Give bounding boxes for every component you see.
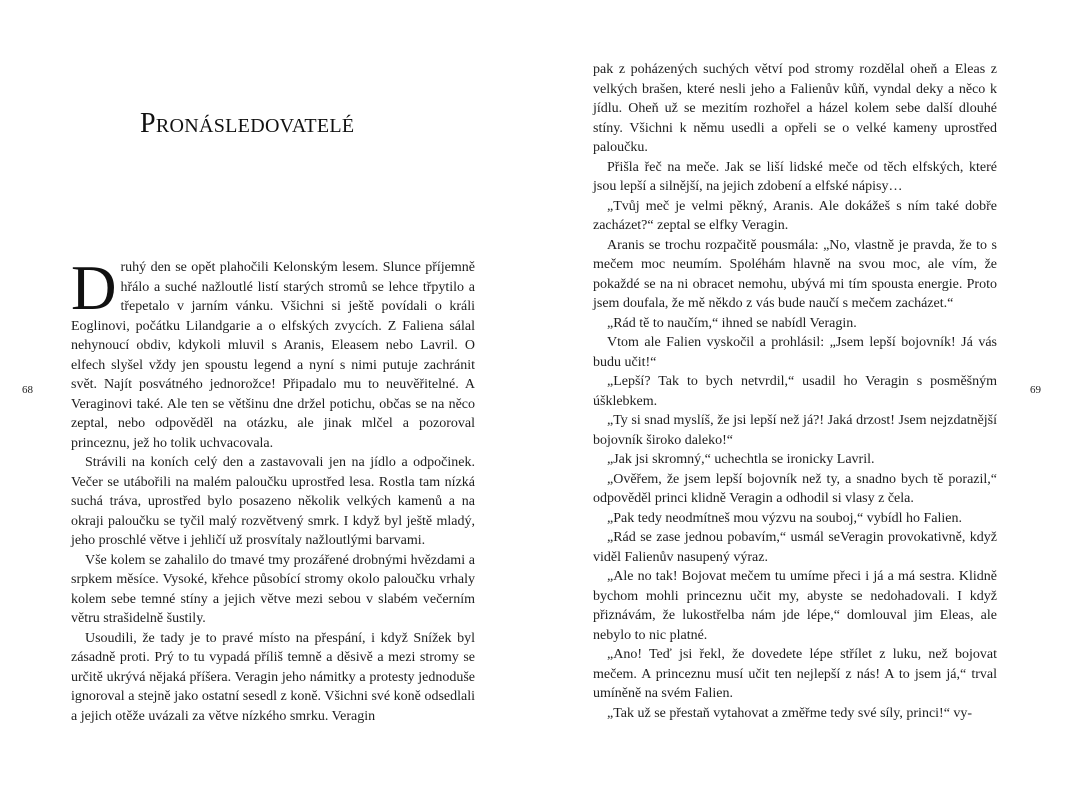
paragraph: „Jak jsi skromný,“ uchechtla se ironicky Lavril.: [607, 452, 875, 467]
paragraph: Aranis se trochu rozpačitě pousmála: „No, vlastně je pravda, že to s mečem moc neumím. Spoléhám hlavně na svou moc, ale vím, že pokaždé se na ni obracet nemohu, ubývá mi tím spousta energie. Proto jsem doufala, že mě někdo z vás bude naučí s mečem zacházet.“: [593, 237, 997, 311]
paragraph: Vtom ale Falien vyskočil a prohlásil: „Jsem lepší bojovník! Já vás budu učit!“: [593, 335, 997, 370]
left-text-block: [71, 253, 475, 726]
paragraph: pak z poházených suchých větví pod stromy rozdělal oheň a Eleas z velkých brašen, které nesli jeho a Falienův kůň, vyndal deky a něco k jídlu. Oheň už se mezitím rozhořel a házel kolem sebe další dlouhé stíny. Všichni k němu usedli a opřeli se o velké kameny uprostřed paloučku.: [593, 62, 997, 155]
paragraph: „Tak už se přestaň vytahovat a změřme tedy své síly, princi!“ vy-: [607, 705, 973, 721]
paragraph: „Ale no tak! Bojovat mečem tu umíme přeci i já a má sestra. Klidně bychom mohli princeznu učit my, abyste se nedohadovali. I když přiznávám, že lukostřelba nám jde lépe,“ domlouval jim Eleas, ale nebylo to nic platné.: [593, 569, 997, 643]
paragraph: „Lepší? Tak to bych netvrdil,“ usadil ho Veragin s posměšným úšklebkem.: [593, 374, 997, 409]
paragraph: „Tvůj meč je velmi pěkný, Aranis. Ale dokážeš s ním také dobře zacházet?“ zeptal se elfky Veragin.: [593, 198, 997, 233]
paragraph: Vše kolem se zahalilo do tmavé tmy prozářené drobnými hvězdami a srpkem měsíce. Vysoké, křehce působící stromy okolo paloučku vrhaly kolem sebe temné stíny a jejich větve mezi sebou v slabém večerním větru strašidelně šustily.: [71, 552, 475, 626]
paragraph: „Ty si snad myslíš, že jsi lepší než já?! Jaká drzost! Jsem nejzdatnější bojovník široko daleko!“: [593, 413, 997, 448]
paragraph: „Pak tedy neodmítneš mou výzvu na souboj,“ vybídl ho Falien.: [607, 510, 963, 526]
paragraph: Strávili na koních celý den a zastavovali jen na jídlo a odpočinek. Večer se utábořili na malém paloučku uprostřed lesa. Rostla tam nízká suchá tráva, uprostřed bylo posazeno několik velkých kamenů a na okraji paloučku se tyčil malý rozvětvený smrk. I když byl ještě mladý, jeho proschlé větve i jehličí už prosvítaly nažloutlými barvami.: [71, 455, 475, 548]
paragraph: Usoudili, že tady je to pravé místo na přespání, i když Snížek byl zásadně proti. Prý to tu vypadá příliš temně a děsivě a mezi stromy se určitě ukrývá nějaká příšera. Veragin jeho námitky a protesty jednoduše ignoroval a stejně jako ostatní sesedl z koně. Všichni své koně odsedlali a jejich otěže uvázali za větve nízkého smrku. Veragin: [71, 630, 475, 724]
page-number-right: 69: [1030, 384, 1041, 396]
first-paragraph-text: ruhý den se opět plahočili Kelonským lesem. Slunce příjemně hřálo a suché nažloutlé listí starých stromů se lehce třpytilo a třepetalo v jarním vánku. Všichni si ještě povídali o králi Eoglinovi, počátku Lilandgarie a o elfských zvycích. Z Faliena sálal nehynoucí obdiv, kdykoli mluvil s Aranis, Eleasem nebo Lavril. O elfech slyšel vždy jen spoustu legend a nyní s nimi putuje zachránit svět. Najít posvátného jednorožce! Připadalo mu to neuvěřitelné. A Veraginovi také. Ale ten se většinu dne držel potichu, občas se na něco zeptal, nebo odpověděl na otázku, ale jinak mlčel a pozoroval princeznu, jež ho tolik uchvacovala.: [71, 260, 475, 451]
paragraph: „Rád se zase jednou pobavím,“ usmál seVeragin provokativně, když viděl Falienův nasupený výraz.: [593, 530, 997, 565]
paragraph: Přišla řeč na meče. Jak se liší lidské meče od těch elfských, které jsou lepší a silnější, na jejich zdobení a elfské nápisy…: [593, 159, 997, 194]
paragraph: „Ano! Teď jsi řekl, že dovedete lépe střílet z luku, než bojovat mečem. A princeznu musí učit ten nejlepší z nás! A to jsem já,“ trval umíněně na svém Falien.: [593, 647, 997, 701]
paragraph: „Rád tě to naučím,“ ihned se nabídl Veragin.: [607, 315, 857, 331]
chapter-title: Pronásledovatelé: [140, 108, 355, 139]
right-text-block: [593, 60, 997, 723]
paragraph: „Ověřem, že jsem lepší bojovník než ty, a snadno bych tě porazil,“ odpověděl princi klidně Veragin a odhodil si vlasy z čela.: [593, 471, 997, 506]
drop-cap: D: [71, 253, 117, 323]
first-paragraph: [71, 253, 475, 453]
left-page: [0, 0, 533, 800]
page-number-left: 68: [22, 384, 33, 396]
